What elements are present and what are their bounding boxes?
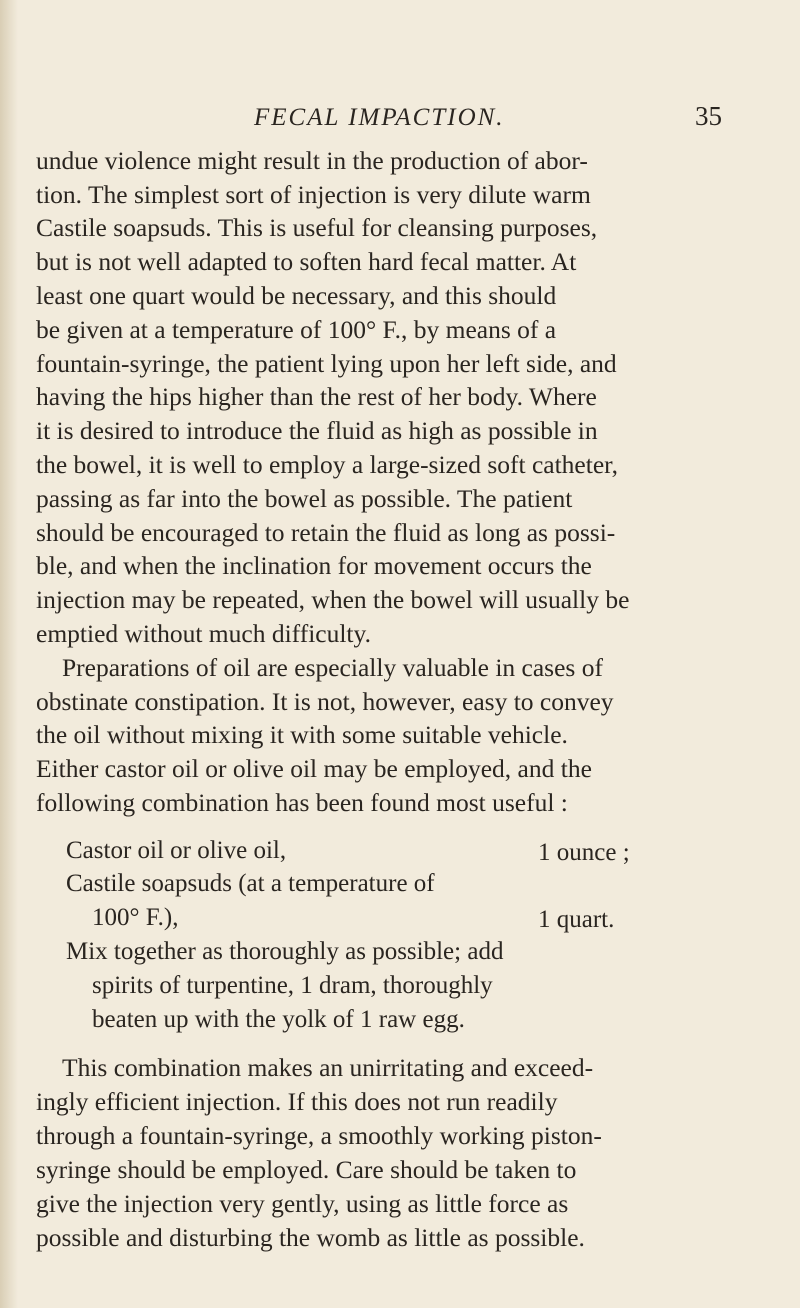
text-line: following combination has been found most useful : — [36, 788, 568, 817]
header-title: FECAL IMPACTION. — [254, 104, 505, 131]
text-line: passing as far into the bowel as possible. The patient — [36, 484, 573, 513]
recipe-ingredient: Castile soapsuds (at a temperature of — [66, 870, 435, 897]
text-line: through a fountain-syringe, a smoothly working piston- — [36, 1121, 602, 1150]
recipe-instruction: spirits of turpentine, 1 dram, thoroughly — [92, 972, 493, 999]
recipe-ingredient: Castor oil or olive oil, — [66, 837, 287, 864]
text-line: Castile soapsuds. This is useful for cleansing purposes, — [36, 213, 598, 242]
text-line: emptied without much difficulty. — [36, 619, 371, 648]
text-line: undue violence might result in the production of abor- — [36, 146, 588, 175]
text-line: least one quart would be necessary, and this should — [36, 281, 557, 310]
text-line: tion. The simplest sort of injection is very dilute warm — [36, 180, 591, 209]
running-header — [0, 101, 800, 134]
recipe-instruction: Mix together as thoroughly as possible; add — [66, 938, 504, 965]
text-line: fountain-syringe, the patient lying upon her left side, and — [36, 349, 617, 378]
text-line: it is desired to introduce the fluid as high as possible in — [36, 416, 598, 445]
recipe-ingredient: 100° F.), — [92, 904, 179, 931]
recipe-amount: 1 ounce ; — [538, 839, 630, 866]
text-line: the bowel, it is well to employ a large-sized soft catheter, — [36, 450, 618, 479]
text-line: ingly efficient injection. If this does not run readily — [36, 1087, 558, 1116]
page-number: 35 — [695, 101, 722, 131]
text-line: This combination makes an unirritating and exceed- — [62, 1053, 594, 1082]
text-line: give the injection very gently, using as little force as — [36, 1189, 569, 1218]
text-line: having the hips higher than the rest of her body. Where — [36, 382, 597, 411]
text-line: Either castor oil or olive oil may be employed, and the — [36, 754, 592, 783]
text-line: obstinate constipation. It is not, however, easy to convey — [36, 687, 614, 716]
text-line: should be encouraged to retain the fluid as long as possi- — [36, 518, 616, 547]
page-edge-shadow — [0, 0, 18, 1308]
text-line: possible and disturbing the womb as little as possible. — [36, 1223, 585, 1252]
text-line: syringe should be employed. Care should be taken to — [36, 1155, 577, 1184]
text-line: the oil without mixing it with some suitable vehicle. — [36, 720, 568, 749]
text-line: be given at a temperature of 100° F., by means of a — [36, 315, 557, 344]
recipe-instruction: beaten up with the yolk of 1 raw egg. — [92, 1006, 465, 1033]
text-line: but is not well adapted to soften hard fecal matter. At — [36, 247, 577, 276]
text-line: ble, and when the inclination for movement occurs the — [36, 551, 592, 580]
text-line: injection may be repeated, when the bowel will usually be — [36, 585, 630, 614]
text-line: Preparations of oil are especially valuable in cases of — [62, 653, 603, 682]
recipe-amount: 1 quart. — [538, 906, 615, 933]
